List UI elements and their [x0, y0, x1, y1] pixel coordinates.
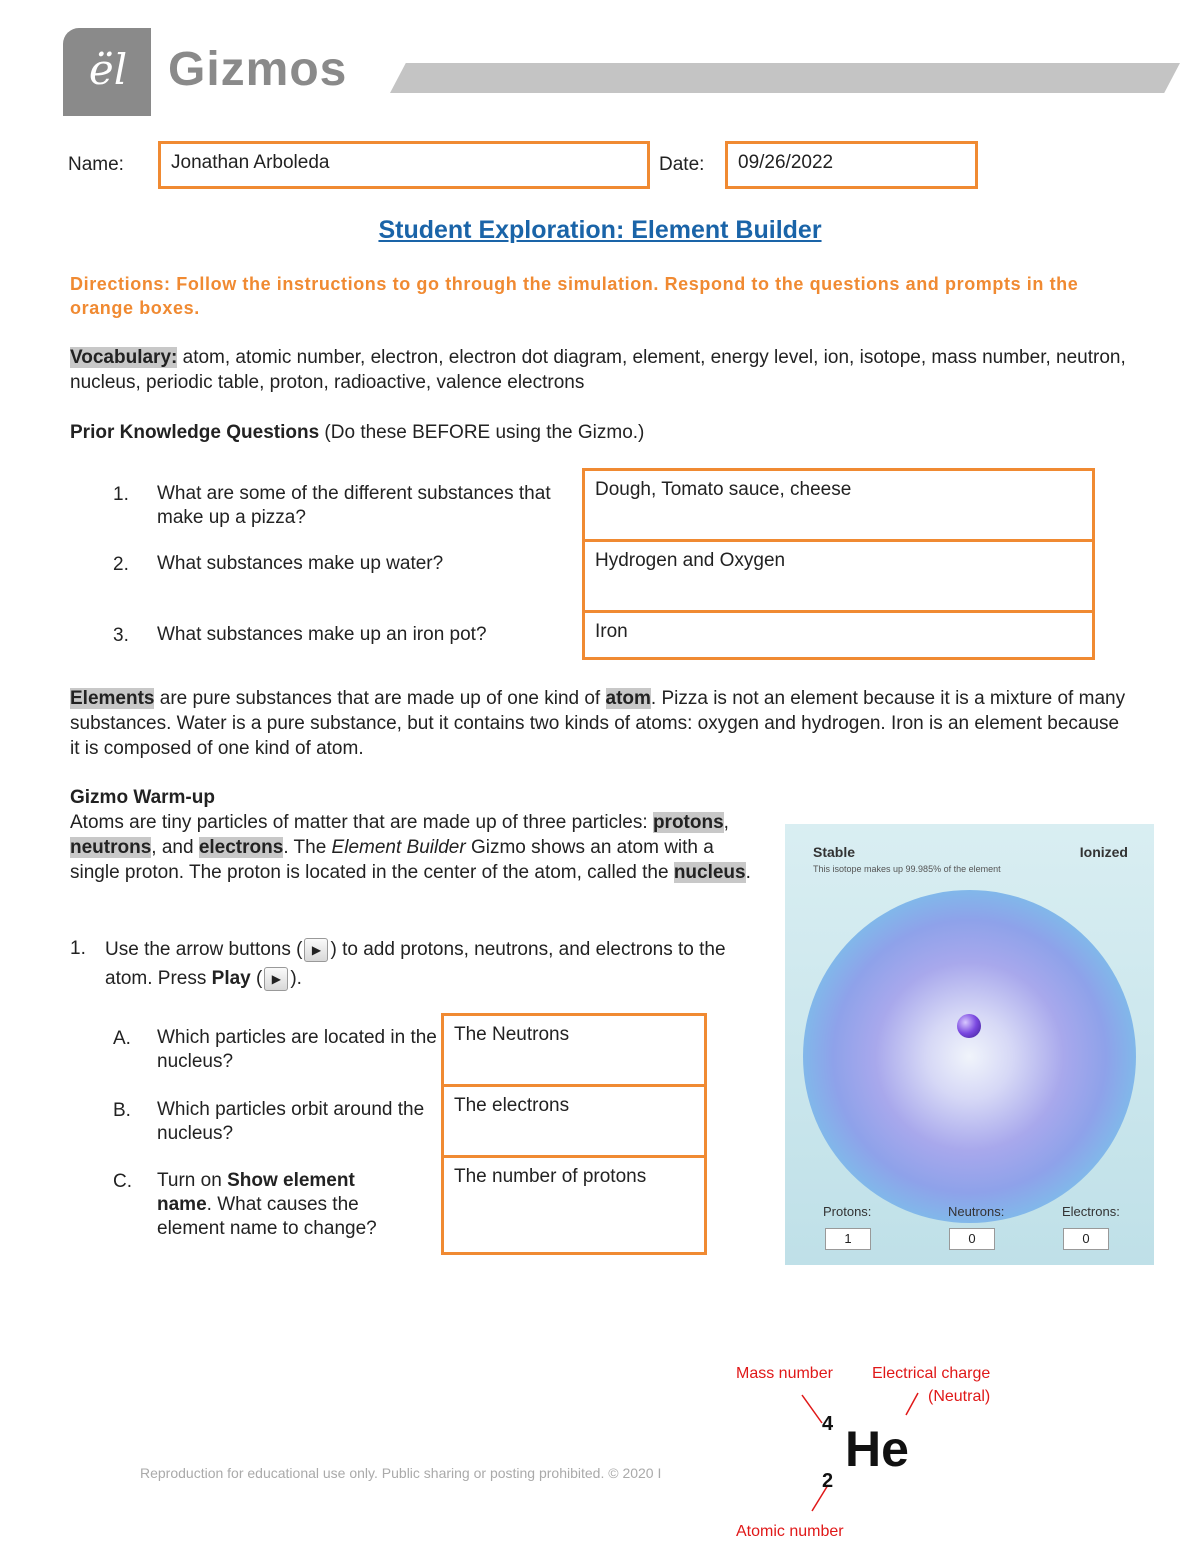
element-symbol: He	[845, 1421, 909, 1477]
protons-label: Protons:	[823, 1204, 872, 1219]
charge-pointer-line	[906, 1393, 918, 1415]
vocab-highlight: protons	[652, 812, 724, 833]
answer-box[interactable]: The electrons	[441, 1084, 707, 1158]
play-word: Play	[211, 968, 251, 989]
question-text: What substances make up an iron pot?	[157, 624, 487, 645]
vocab-highlight: neutrons	[70, 837, 152, 858]
question-number: 3.	[113, 625, 129, 646]
answer-box[interactable]: The Neutrons	[441, 1013, 707, 1087]
nucleus-proton	[957, 1014, 981, 1038]
electrons-field[interactable]: 0	[1063, 1228, 1109, 1250]
paragraph-text: are pure substances that are made up of one kind of	[154, 688, 606, 709]
page-title: Student Exploration: Element Builder	[378, 216, 822, 244]
vocab-highlight: Elements	[70, 688, 155, 709]
isotope-note: This isotope makes up 99.985% of the element	[813, 864, 1001, 874]
footer-copyright: Reproduction for educational use only. Public sharing or posting prohibited. © 2020 I	[140, 1465, 662, 1481]
question-text: Which particles are located in the nucleus?	[157, 1027, 437, 1072]
element-builder-simulation	[785, 824, 1154, 1265]
directions-text: Directions: Follow the instructions to go through the simulation. Respond to the questions and prompts in the orange boxes.	[70, 274, 1079, 318]
date-field[interactable]: 09/26/2022	[725, 141, 978, 189]
paragraph-text: . The	[283, 837, 332, 858]
mass-number-value: 4	[822, 1413, 834, 1435]
electrons-label: Electrons:	[1062, 1204, 1120, 1219]
mass-number-label: Mass number	[736, 1365, 833, 1382]
vocab-highlight: atom	[605, 688, 651, 709]
gizmo-name: Element Builder	[331, 837, 466, 858]
answer-box[interactable]: Dough, Tomato sauce, cheese	[582, 468, 1095, 542]
paragraph-text: Gizmo shows an atom with a single proton. The proton is located in the center of the atom, called the	[70, 837, 714, 883]
warmup-heading: Gizmo Warm-up	[70, 787, 215, 808]
vocabulary-list: atom, atomic number, electron, electron dot diagram, element, energy level, ion, isotope, mass number, neutron, nucleus, periodic table, proton, radioactive, valence electrons	[70, 347, 1126, 393]
question-fragment: . What causes the element name to change?	[157, 1194, 377, 1239]
question-letter: A.	[113, 1028, 131, 1049]
prior-knowledge-heading	[70, 420, 644, 445]
paragraph-text: Atoms are tiny particles of matter that are made up of three particles:	[70, 812, 653, 833]
play-button-icon: ▶	[264, 967, 288, 991]
name-field[interactable]: Jonathan Arboleda	[158, 141, 650, 189]
question-text: What substances make up water?	[157, 553, 444, 574]
vocab-highlight: nucleus	[673, 862, 746, 883]
vocabulary-label: Vocabulary:	[70, 347, 178, 368]
answer-box[interactable]: Hydrogen and Oxygen	[582, 539, 1095, 613]
question-letter: C.	[113, 1171, 132, 1192]
question-letter: B.	[113, 1100, 131, 1121]
answer-box[interactable]: Iron	[582, 610, 1095, 660]
step-instruction	[105, 935, 765, 993]
brand-name: Gizmos	[168, 43, 348, 96]
neutrons-field[interactable]: 0	[949, 1228, 995, 1250]
paragraph-text: , and	[151, 837, 199, 858]
atomic-number-label: Atomic number	[736, 1523, 844, 1540]
show-element-name-option: Show element name	[157, 1170, 355, 1215]
question-number: 2.	[113, 554, 129, 575]
vocab-highlight: electrons	[198, 837, 284, 858]
stable-label: Stable	[813, 844, 856, 860]
step-text: ).	[290, 968, 302, 989]
step-text: ) to add protons, neutrons, and electrons to the atom. Press	[105, 939, 726, 989]
neutral-label: (Neutral)	[928, 1388, 991, 1405]
question-number: 1.	[113, 484, 129, 505]
atomic-number-value: 2	[822, 1470, 834, 1492]
paragraph-text: ,	[723, 812, 729, 833]
step-text: (	[250, 968, 263, 989]
protons-field[interactable]: 1	[825, 1228, 871, 1250]
paragraph-text: .	[745, 862, 751, 883]
electrical-charge-label: Electrical charge	[872, 1365, 991, 1382]
prior-heading-text: Prior Knowledge Questions	[70, 422, 320, 443]
question-fragment: Turn on	[157, 1170, 228, 1191]
neutrons-label: Neutrons:	[948, 1204, 1005, 1219]
answer-box[interactable]: The number of protons	[441, 1155, 707, 1255]
vocabulary-paragraph	[70, 345, 1130, 395]
arrow-button-icon: ▶	[304, 938, 328, 962]
question-text: What are some of the different substances that make up a pizza?	[157, 483, 551, 528]
date-label: Date:	[659, 154, 705, 175]
elements-paragraph	[70, 686, 1130, 761]
atom-electron-cloud	[803, 890, 1136, 1223]
paragraph-text: . Pizza is not an element because it is a mixture of many substances. Water is a pure substance, but it contains two kinds of atoms: oxygen and hydrogen. Iron is an element because it is composed of one kind of atom.	[70, 688, 1126, 759]
logo-icon: ël	[88, 45, 128, 94]
step-text: Use the arrow buttons (	[105, 939, 303, 960]
prior-heading-note: (Do these BEFORE using the Gizmo.)	[319, 422, 645, 443]
warmup-paragraph	[70, 810, 760, 885]
mass-pointer-line	[802, 1395, 822, 1423]
ionized-label: Ionized	[1079, 844, 1128, 860]
question-text	[157, 1169, 407, 1241]
header-bar	[390, 63, 1180, 93]
step-number: 1.	[70, 938, 86, 959]
question-text: Which particles orbit around the nucleus?	[157, 1099, 425, 1144]
name-label: Name:	[68, 154, 124, 175]
